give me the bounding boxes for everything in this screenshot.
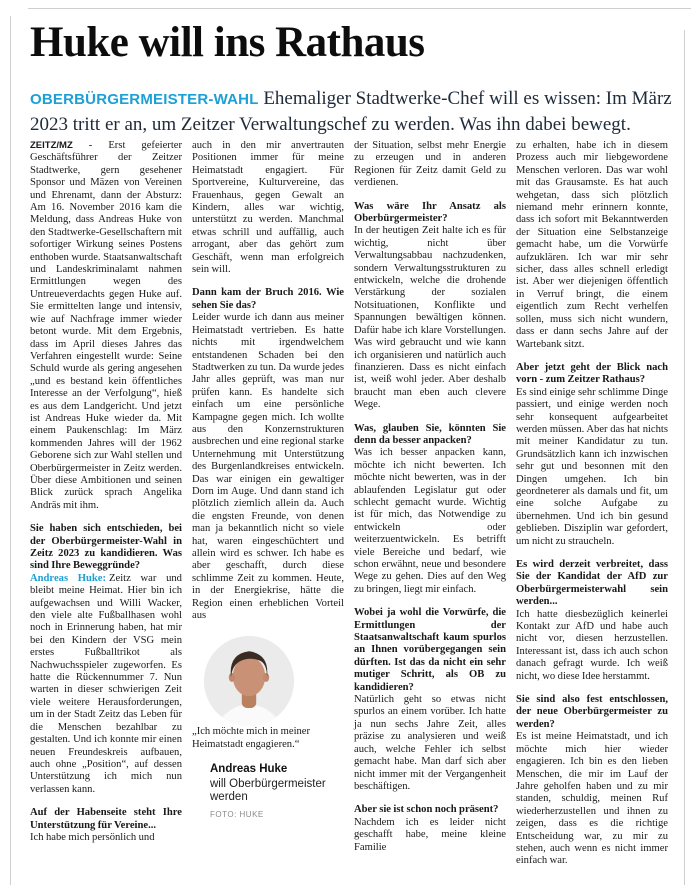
body-paragraph: zu erhalten, habe ich in diesem Prozess auch mir liebgewordene Menschen verloren. Das war wohl mit das Grausamste. Es hat auch wehgetan, dass sich plötzlich niemand mehr erinnern konnte, dass ich sofort mit Bekanntwerden der Situation eine Selbstanzeige gemacht habe, um die Vorwürfe aufzuklären. Ich war mir sehr sicher, dass alles schnell erledigt ist. Aber wer diejenigen öffentlich in Verruf bringt, die einem eigentlich zum Recht verhelfen sollen, muss sich nicht wundern, dass er dann sechs Jahre auf der Wartebank sitzt. — [516, 140, 668, 350]
attribution-role: will Oberbürgermeister werden — [210, 778, 326, 804]
interview-answer: Ich hatte diesbezüglich keinerlei Kontakt zur AfD und habe auch nicht vor, diesen herzustellen. Interessant ist, dass ich auch schon danach gefragt wurde. Ich weiß nicht, wo diese Idee herstammt. — [516, 608, 668, 682]
lead-text: Erst gefeierter Geschäftsführer der Zeitzer Stadtwerke, gern gesehener Sponsor und Mäzen von Vereinen und Ehrenamt, dann der Absturz: Am 16. November 2016 kam die Meldung, dass Andreas Huke von den Stadtwerke-Gesellschaftern mit sofortiger Wirkung seines Postens enthoben wurde. Staatsanwaltschaft und Landeskriminalamt nahmen Ermittlungen wegen des Untreueverdachts gegen Huke auf. Sie ermittelten lange und intensiv, wie auf Nachfrage immer wieder betont wurde. Mit dem Ergebnis, dass im April dieses Jahres das Verfahren eingestellt wurde: Seine Schuld wurde als gering angesehen „und es bestand kein öffentliches Interesse an der Verfolgung“, hieß es aus dem Landgericht. Und jetzt ist Andreas Huke wieder da. Mit einem Paukenschlag: Im März kommenden Jahres will der 1962 Geborene sich zur Wahl stellen und Oberbürgermeister in Zeitz werden. Über diese Ambitionen und seinen Blick zurück sprach Angelika Andräs mit ihm. — [30, 140, 182, 511]
article-body — [30, 140, 668, 878]
interview-question: Was, glauben Sie, könnten Sie denn da besser anpacken? — [354, 422, 506, 446]
standfirst — [30, 86, 680, 137]
interview-answer: Es ist meine Heimatstadt, und ich möchte mich hier wieder engagieren. Ich bin es den lieben Menschen, die mir im Lauf der Jahre geholfen haben und zu mir standen, schuldig, meinen Ruf wiederherzustellen und ihnen zu zeigen, dass es die richtige Entscheidung war, zu mir zu stehen, auch wenn es nicht immer einfach war. — [516, 731, 668, 867]
body-paragraph: der Situation, selbst mehr Energie zu erzeugen und in anderen Regionen für Zeitz damit Geld zu verdienen. — [354, 140, 506, 189]
attribution-name: Andreas Huke — [210, 763, 288, 776]
interview-answer: Leider wurde ich dann aus meiner Heimatstadt vertrieben. Es hatte nichts mit irgendwelchem entstandenen Schaden bei den Stadtwerken zu tun. Da wurde jedes Jahr alles geprüft, was man nur prüfen kann. Es handelte sich einfach um eine persönliche Kampagne gegen mich. Ich wollte aus den Konzernstrukturen ausbrechen und eine regional starke Unternehmung mit Unterstützung des Burgenlandkreises entwickeln. Das war einigen ein gewaltiger Dorn im Auge. Und dann stand ich plötzlich ziemlich allein da. Auch die engsten Freunde, von denen man ja bekanntlich nicht so viele hat, waren eingeschüchtert und allein wird es schwer. Ich habe es aber geschafft, durch diese schlimme Zeit zu kommen. Heute, in der Energiekrise, hätte die Region einen erheblichen Vorteil aus — [192, 312, 344, 622]
subhead-text: Ehemaliger Stadtwerke-Chef will es wissen: Im März 2023 tritt er an, um Zeitzer Verwaltungschef zu werden. Was ihn dabei bewegt. — [30, 88, 672, 135]
interview-question: Dann kam der Bruch 2016. Wie sehen Sie das? — [192, 287, 344, 311]
interview-question: Wobei ja wohl die Vorwürfe, die Ermittlungen der Staatsanwaltschaft kaum spurlos an Ihnen vorübergegangen sein dürften. Ist das da nicht ein sehr mutiger Schritt, als OB zu kandidieren? — [354, 607, 506, 693]
person-portrait-icon — [204, 636, 294, 726]
left-column-divider — [10, 16, 11, 885]
interview-answer: Ich habe mich persönlich und — [30, 831, 155, 843]
portrait-photo — [204, 636, 294, 726]
speaker-name: Andreas Huke: — [30, 572, 107, 584]
column-4 — [516, 140, 668, 878]
pullquote-block — [192, 636, 344, 821]
right-column-divider — [684, 30, 685, 885]
dateline-separator: - — [72, 140, 109, 151]
interview-question: Was wäre Ihr Ansatz als Oberbürgermeister? — [354, 200, 506, 225]
interview-question: Aber sie ist schon noch präsent? — [354, 804, 499, 816]
column-1 — [30, 140, 182, 878]
answer-text: Zeitz war und bleibt meine Heimat. Hier bin ich aufgewachsen und Willi Wacker, den viele alte Fußballhasen wohl noch in Erinnerung haben, hat mir bei den Kindern der VSG mein erstes Fußballtrikot als Nachwuchsspieler zugeworfen. Es hatte die Rückennummer 7. Nun warten in dieser schwierigen Zeit viele weitere Herausforderungen, um in der Stadt Zeitz das Leben für die Menschen bezahlbar zu gestalten. Und ich konnte mir einen neuen Freundeskreis aufbauen, auch ohne „Position“, auf dessen Unterstützung ich mich nun verlassen kann. — [30, 572, 182, 795]
interview-answer: In der heutigen Zeit halte ich es für wichtig, nicht über Verwaltungsabbau nachzudenken, sondern Verwaltungsstrukturen zu entwickeln, welche die drohende Verstärkung der sozialen Notsituationen, Konflikte und Spannungen bewältigen können. Dafür habe ich klare Vorstellungen. Was wird gebraucht und wie kann ich organisieren und natürlich auch finanzieren. Dass es nicht einfach ist, weiß wohl jeder. Aber deshalb braucht man eben auch clevere Wege. — [354, 225, 506, 411]
pull-quote: „Ich möchte mich in meiner Heimatstadt engagieren.“ — [192, 726, 311, 750]
interview-answer: Was ich besser anpacken kann, möchte ich nicht bewerten. Ich möchte nicht bewerten, was in der ablaufenden Legislatur gut oder schlecht gemacht wurde. Wichtig ist für mich, das Notwendige zu entwickeln oder weiterzuentwickeln. Es betrifft viele Bereiche und bedarf, wie schon erwähnt, neue und besondere Wege zu gehen. Dies auf den Weg zu bringen, liegt mir einfach. — [354, 447, 506, 595]
dateline: ZEITZ/MZ — [30, 140, 73, 151]
interview-question: Sie sind also fest entschlossen, der neue Oberbürgermeister zu werden? — [516, 694, 668, 730]
article-headline: Huke will ins Rathaus — [30, 19, 425, 66]
kicker-label: OBERBÜRGERMEISTER-WAHL — [30, 91, 259, 108]
column-2 — [192, 140, 344, 878]
interview-answer: Natürlich geht so etwas nicht spurlos an einem vorüber. Ich hatte ja nun sechs Jahre Zeit, alles präzise zu analysieren und weiß auch, welche Fehler ich selbst gemacht habe. Man darf sich aber nicht immer mit der Vergangenheit beschäftigen. — [354, 694, 506, 792]
lead-paragraph — [30, 140, 182, 512]
interview-question: Sie haben sich entschieden, bei der Oberbürgermeister-Wahl in Zeitz 2023 zu kandidieren. Was sind Ihre Beweggründe? — [30, 523, 182, 572]
interview-question: Es wird derzeit verbreitet, dass Sie der Kandidat der AfD zur Oberbürgermeisterwahl sein werden... — [516, 559, 668, 608]
body-paragraph: auch in den mir anvertrauten Positionen immer für meine Heimatstadt engagiert. Für Sportvereine, Kulturvereine, das Frauenhaus, gegen Gewalt an Kindern, alles war wichtig, unterstützt zu werden. Manchmal etwas schrill und auffällig, auch arrogant, aber das gehört zum Geschäft, wenn man erfolgreich sein will. — [192, 140, 344, 276]
photo-attribution — [210, 763, 344, 821]
interview-question: Aber jetzt geht der Blick nach vorn - zum Zeitzer Rathaus? — [516, 361, 668, 386]
photo-credit: FOTO: HUKE — [210, 810, 264, 820]
interview-answer — [30, 573, 182, 796]
column-3 — [354, 140, 506, 878]
interview-answer: Es sind einige sehr schlimme Dinge passiert, und einige werden noch sehr konsequent aufgearbeitet werden müssen. Aber das hat nichts mit meiner Kandidatur zu tun. Grundsätzlich kann ich inzwischen sehr gut und besonnen mit den Dingen umgehen. Ich bin geordneterer als damals und fit, um eine solche Aufgabe zu übernehmen. Und ich bin gesund geblieben. Disziplin war gefordert, um nicht zu straucheln. — [516, 386, 668, 547]
top-divider — [28, 8, 691, 9]
interview-question: Auf der Habenseite steht Ihre Unterstützung für Vereine... — [30, 807, 182, 831]
interview-answer: Nachdem ich es leider nicht geschafft habe, meine kleine Familie — [354, 816, 506, 853]
